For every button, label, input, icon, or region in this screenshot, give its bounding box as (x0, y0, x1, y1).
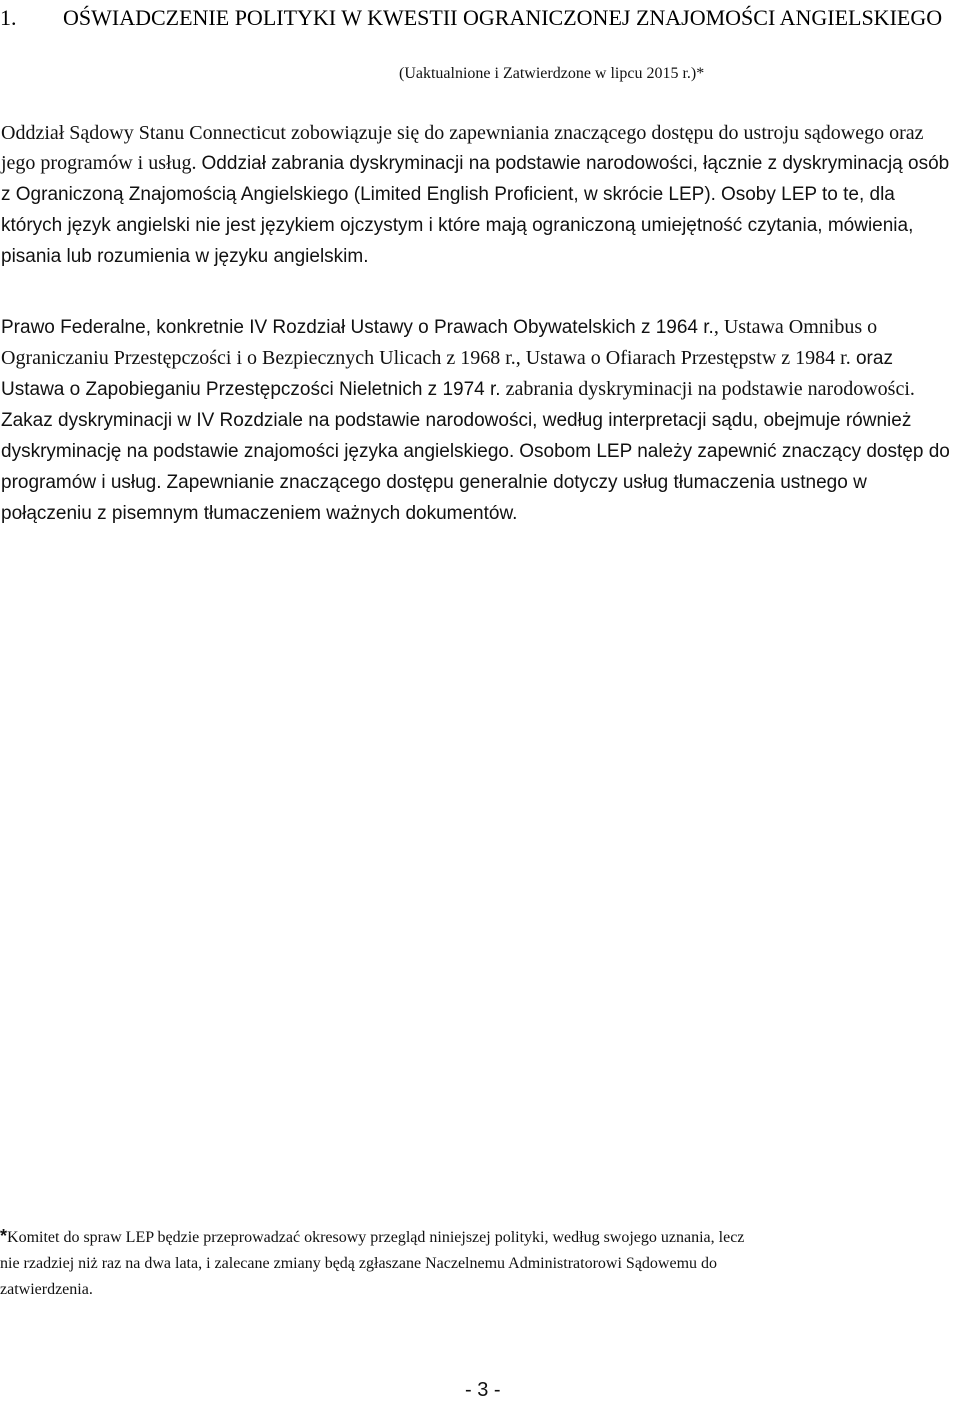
footnote (0, 1223, 960, 1303)
footnote-line-3: zatwierdzenia. (0, 1281, 93, 1298)
footnote-marker: * (0, 1226, 8, 1246)
section-number: 1. (0, 5, 17, 30)
paragraph-access-commitment (1, 118, 957, 272)
paragraph2-sentence-8: Zapewnianie znaczącego dostępu generalnie dotyczy usług tłumaczenia ustnego w połączeniu z pisemnym tłumaczeniem ważnych dokumentów. (1, 472, 867, 524)
paragraph2-sentence-4: oraz Ustawa o Zapobieganiu Przestępczości Nieletnich z 1974 r. (1, 348, 893, 400)
paragraph2-sentence-5: zabrania dyskryminacji na podstawie narodowości. (500, 378, 915, 400)
revision-note: (Uaktualnione i Zatwierdzone w lipcu 2015 r.)* (399, 65, 705, 82)
paragraph1-sentence-1: Oddział Sądowy Stanu Connecticut zobowiązuje się do zapewniania znaczącego dostępu do ustroju sądowego oraz jego programów i usług. (1, 122, 924, 174)
paragraph1-sentence-3: Osoby LEP to te, dla których język angielski nie jest językiem ojczystym i które mają ograniczoną umiejętność czytania, mówienia, pisania lub rozumienia w języku angielskim. (1, 184, 914, 267)
footnote-line-2: nie rzadziej niż raz na dwa lata, i zalecane zmiany będą zgłaszane Naczelnemu Administratorowi Sądowemu do (0, 1255, 718, 1272)
paragraph2-sentence-6: Zakaz dyskryminacji w IV Rozdziale na podstawie narodowości, według interpretacji sądu, obejmuje również dyskryminację na podstawie znajomości języka angielskiego. (1, 410, 912, 462)
paragraph1-sentence-2: Oddział zabrania dyskryminacji na podstawie narodowości, łącznie z dyskryminacją osób z Ograniczoną Znajomością Angielskiego (Limited English Proficient, w skrócie LEP). (1, 153, 950, 205)
page-number: - 3 - (465, 1379, 501, 1401)
section-title: OŚWIADCZENIE POLITYKI W KWESTII OGRANICZONEJ ZNAJOMOŚCI ANGIELSKIEGO (63, 5, 943, 30)
paragraph-federal-law (1, 312, 957, 529)
paragraph2-sentence-1: Prawo Federalne, konkretnie IV Rozdział Ustawy o Prawach Obywatelskich z 1964 r. (1, 317, 714, 338)
paragraph2-sentence-7: Osobom LEP należy zapewnić znaczący dostęp do programów i usług. (1, 441, 950, 493)
section-heading (0, 3, 960, 32)
footnote-line-1: *Komitet do spraw LEP będzie przeprowadzać okresowy przegląd niniejszej polityki, według swojego uznania, lecz (0, 1226, 745, 1246)
paragraph2-sentence-3: , Ustawa o Ofiarach Przestępstw z 1984 r. (515, 347, 851, 369)
paragraph2-sentence-2: , Ustawa Omnibus o Ograniczaniu Przestępczości i o Bezpiecznych Ulicach z 1968 r. (1, 316, 878, 369)
